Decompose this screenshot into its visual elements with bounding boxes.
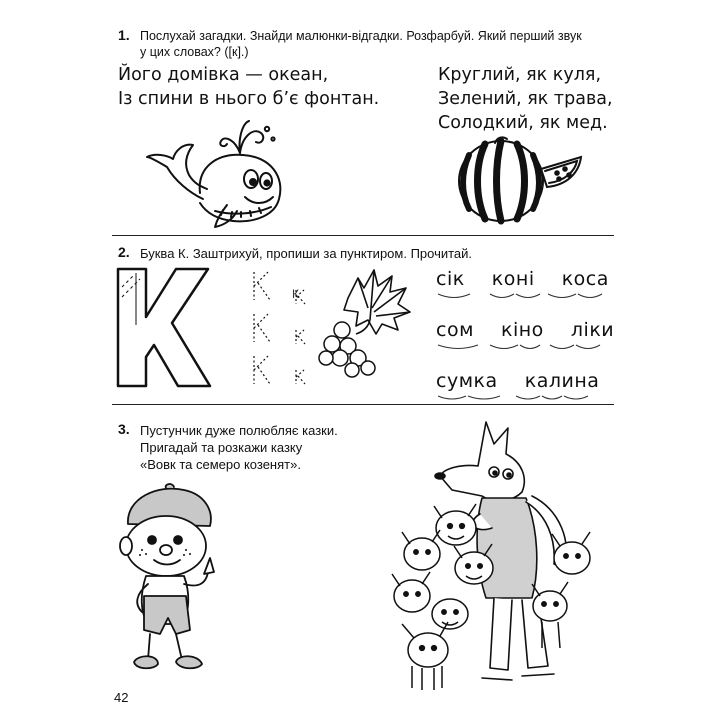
word-kino: кіно (501, 319, 544, 341)
divider-1 (112, 235, 614, 236)
task3-line2: Пригадай та розкажи казку (140, 440, 303, 455)
task3-number: 3. (118, 421, 130, 437)
page-number: 42 (114, 690, 129, 705)
whale-illustration (145, 115, 295, 230)
word-liky: ліки (570, 319, 615, 341)
trace-k-small-1: К (292, 287, 299, 301)
boy-pustunchyk-illustration (118, 484, 233, 684)
watermelon-illustration (455, 135, 585, 225)
letter-k-outline (114, 265, 214, 390)
task3-text (140, 422, 338, 473)
task2-instruction: Буква К. Заштрихуй, пропиши за пунктиром. Прочитай. (140, 246, 473, 261)
task1-number: 1. (118, 27, 130, 43)
syllable-arcs (430, 288, 620, 398)
word-koni: коні (491, 268, 535, 290)
riddle-watermelon-line1: Круглий, як куля, (438, 65, 602, 85)
riddle-watermelon-line3: Солодкий, як мед. (438, 113, 608, 133)
riddle-watermelon (438, 63, 613, 135)
word-kalyna: калина (524, 370, 600, 392)
word-sik: сік (436, 268, 465, 290)
viburnum-illustration (318, 268, 418, 383)
task3-line1: Пустунчик дуже полюбляє казки. (140, 423, 338, 438)
words-row-1 (436, 268, 609, 290)
task1-instruction-line1: Послухай загадки. Знайди малюнки-відгадки. Розфарбуй. Який перший звук (140, 29, 582, 43)
word-kosa: коса (561, 268, 609, 290)
riddle-watermelon-line2: Зелений, як трава, (438, 89, 613, 109)
riddle-whale (118, 63, 379, 111)
wolf-and-seven-kids-illustration (382, 418, 610, 703)
divider-2 (112, 404, 614, 405)
word-som: сом (436, 319, 474, 341)
task3-line3: «Вовк та семеро козенят». (140, 457, 301, 472)
task1-instruction-line2: у цих словах? ([к].) (140, 45, 249, 59)
riddle-whale-line1: Його домівка — океан, (118, 65, 329, 85)
task2-number: 2. (118, 244, 130, 260)
riddle-whale-line2: Із спини в нього б’є фонтан. (118, 89, 380, 109)
trace-letters (250, 270, 320, 390)
word-sumka: сумка (436, 370, 498, 392)
